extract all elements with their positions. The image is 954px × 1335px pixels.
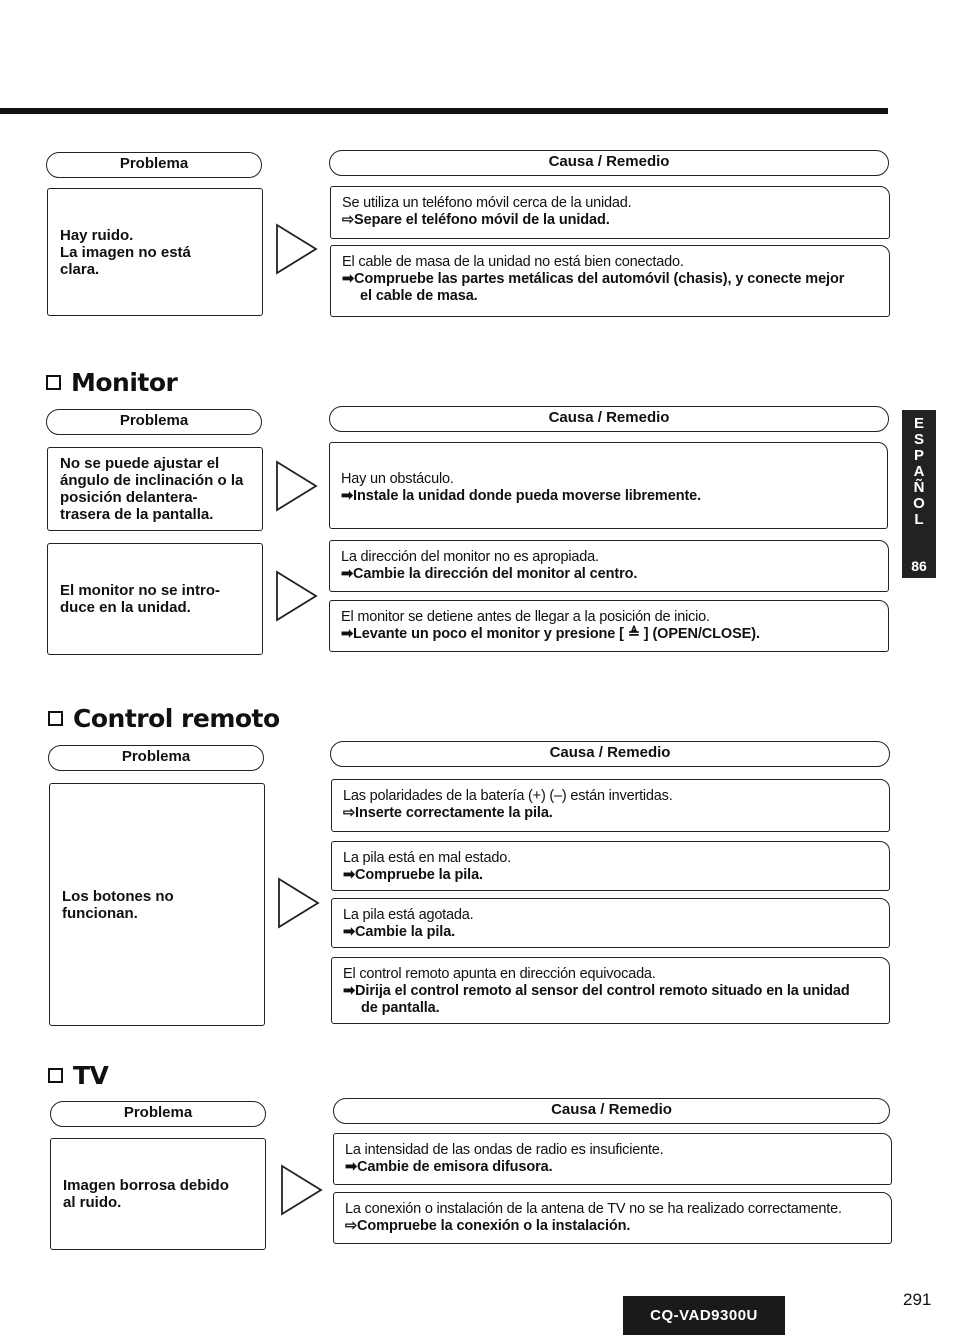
cause-box [330, 245, 890, 317]
cause-text: La conexión o instalación de la antena de TV no se ha realizado correctamente. [345, 1201, 842, 1217]
cause-header: Causa / Remedio [329, 150, 889, 176]
tab-letter: P [913, 447, 924, 464]
section-title: Control remoto [73, 704, 280, 733]
problem-header: Problema [46, 409, 262, 435]
section-heading [46, 368, 177, 397]
cause-header: Causa / Remedio [330, 741, 890, 767]
top-rule [0, 108, 888, 114]
cause-box [333, 1192, 892, 1244]
remedy-text: ➡Levante un poco el monitor y presione [ ≜ ] (OPEN/CLOSE). [341, 626, 760, 642]
remedy-text: ➡Cambie la dirección del monitor al centro. [341, 566, 638, 582]
cause-box [333, 1133, 892, 1185]
cause-text: La dirección del monitor no es apropiada. [341, 549, 599, 565]
tab-letter: E [913, 415, 924, 432]
tab-letter: Ñ [913, 479, 925, 496]
cause-text: El control remoto apunta en dirección equivocada. [343, 966, 656, 982]
cause-box [331, 779, 890, 832]
problem-header: Problema [50, 1101, 266, 1127]
checkbox-square-icon [48, 711, 63, 726]
section-title: TV [73, 1061, 109, 1090]
tab-letter: S [913, 431, 924, 448]
problem-header: Problema [46, 152, 262, 178]
problem-box: Imagen borrosa debido al ruido. [50, 1138, 266, 1250]
remedy-text: ➡Compruebe la pila. [343, 867, 483, 883]
problem-box: El monitor no se intro- duce en la unidad. [47, 543, 263, 655]
page-number: 291 [903, 1290, 932, 1309]
remedy-text: ⇨Compruebe la conexión o la instalación. [345, 1218, 631, 1234]
cause-text: El monitor se detiene antes de llegar a la posición de inicio. [341, 609, 710, 625]
cause-header: Causa / Remedio [329, 406, 889, 432]
remedy-text [343, 983, 879, 1017]
section-heading [48, 704, 280, 733]
cause-box [329, 540, 889, 592]
arrow-icon [276, 876, 322, 930]
tab-letter: O [913, 495, 925, 512]
tab-letter: L [914, 511, 924, 528]
arrow-icon [274, 569, 320, 623]
remedy-text: ⇨Separe el teléfono móvil de la unidad. [342, 212, 610, 228]
tab-letter: A [913, 463, 925, 480]
language-side-tab [902, 410, 936, 578]
cause-text: Hay un obstáculo. [341, 471, 454, 487]
cause-box [331, 841, 890, 891]
remedy-text: ➡Instale la unidad donde pueda moverse libremente. [341, 488, 702, 504]
cause-text: El cable de masa de la unidad no está bien conectado. [342, 254, 684, 270]
cause-text: La pila está agotada. [343, 907, 474, 923]
problem-box: Hay ruido. La imagen no está clara. [47, 188, 263, 316]
problem-box: No se puede ajustar el ángulo de inclinación o la posición delantera- trasera de la pantalla. [47, 447, 263, 531]
remedy-text: ➡Cambie la pila. [343, 924, 456, 940]
cause-box [329, 600, 889, 652]
remedy-text: ⇨Inserte correctamente la pila. [343, 805, 553, 821]
problem-header: Problema [48, 745, 264, 771]
model-label: CQ-VAD9300U [623, 1296, 785, 1335]
section-heading [48, 1061, 108, 1090]
arrow-icon [279, 1163, 325, 1217]
section-title: Monitor [71, 368, 178, 397]
remedy-line: el cable de masa. [360, 288, 478, 304]
cause-text: Se utiliza un teléfono móvil cerca de la unidad. [342, 195, 632, 211]
cause-header: Causa / Remedio [333, 1098, 890, 1124]
remedy-text [342, 271, 879, 305]
checkbox-square-icon [46, 375, 61, 390]
cause-text: La pila está en mal estado. [343, 850, 511, 866]
cause-box [331, 898, 890, 948]
cause-box [331, 957, 890, 1024]
arrow-icon [274, 459, 320, 513]
remedy-line: ➡Dirija el control remoto al sensor del control remoto situado en la unidad [343, 983, 850, 999]
cause-box [330, 186, 890, 239]
problem-box: Los botones no funcionan. [49, 783, 265, 1026]
cause-text: Las polaridades de la batería (+) (–) están invertidas. [343, 788, 673, 804]
cause-box [329, 442, 888, 529]
cause-text: La intensidad de las ondas de radio es insuficiente. [345, 1142, 664, 1158]
remedy-text: ➡Cambie de emisora difusora. [345, 1159, 553, 1175]
remedy-line: ➡Compruebe las partes metálicas del automóvil (chasis), y conecte mejor [342, 271, 845, 287]
arrow-icon [274, 222, 320, 276]
checkbox-square-icon [48, 1068, 63, 1083]
tab-page-number: 86 [911, 558, 927, 574]
remedy-line: de pantalla. [361, 1000, 440, 1016]
